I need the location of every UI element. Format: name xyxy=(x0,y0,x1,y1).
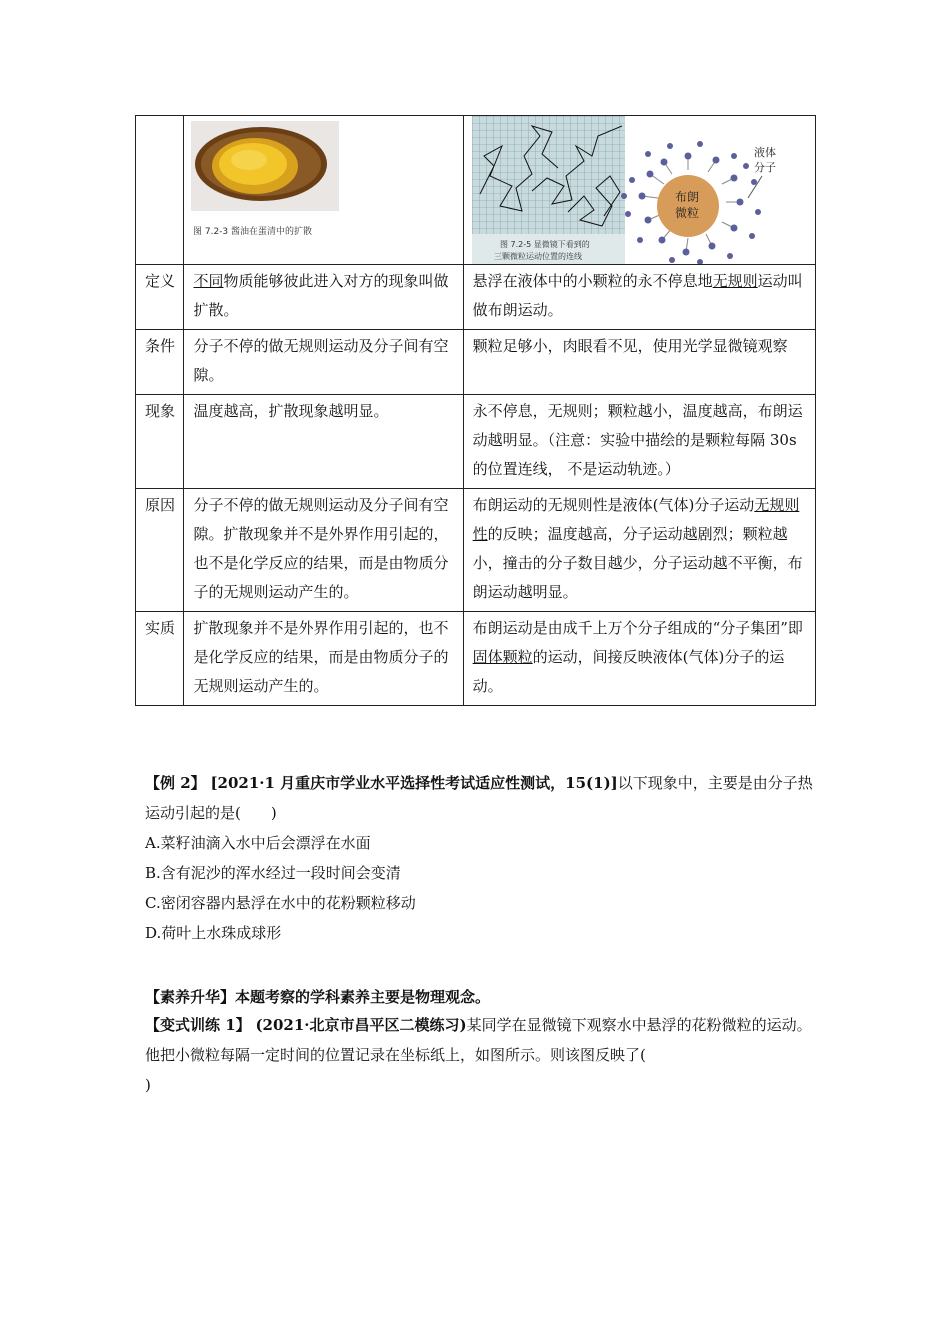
table-row xyxy=(136,330,816,395)
row-header: 实质 xyxy=(136,612,184,706)
microscope-caption-1: 图 7.2-5 显微镜下看到的 xyxy=(499,240,590,249)
cell-text: 无规则性 xyxy=(472,496,800,543)
diffusion-cell xyxy=(184,265,463,330)
brownian-cell xyxy=(463,265,815,330)
diffusion-cell xyxy=(184,330,463,395)
variant-question xyxy=(145,1010,815,1100)
table-row xyxy=(136,489,816,612)
egg-caption: 图 7.2-3 酱油在蛋清中的扩散 xyxy=(193,227,313,237)
brownian-cell xyxy=(463,395,815,489)
brownian-figure-cell xyxy=(463,116,815,265)
brownian-cell xyxy=(463,489,815,612)
option-b: B.含有泥沙的浑水经过一段时间会变清 xyxy=(145,864,401,882)
brownian-cell xyxy=(463,330,815,395)
microscope-caption-2: 三颗微粒运动位置的连线 xyxy=(493,252,582,261)
option-list xyxy=(145,828,815,948)
example-source: [2021·1 月重庆市学业水平选择性考试适应性测试，15(1)] xyxy=(210,774,618,792)
empty-header-cell xyxy=(136,116,184,265)
diffusion-cell xyxy=(184,612,463,706)
row-header: 现象 xyxy=(136,395,184,489)
liquid-label-2: 分子 xyxy=(753,161,776,174)
cell-text: 分子不停的做无规则运动及分子间有空隙。 xyxy=(193,337,449,384)
table-row xyxy=(136,612,816,706)
figure-row xyxy=(136,116,816,265)
example-question-text: 以下现象中，主要是由分子热运动引起的是( ) xyxy=(145,774,813,822)
cell-text: 不同 xyxy=(193,272,224,290)
brownian-cell xyxy=(463,612,815,706)
example-tag: 【例 2】 xyxy=(145,774,206,792)
variant-source: (2021·北京市昌平区二模练习) xyxy=(255,1016,467,1034)
liquid-label-1: 液体 xyxy=(753,146,776,159)
brownian-motion-figure xyxy=(472,116,798,264)
diffusion-cell xyxy=(184,489,463,612)
variant-tag: 【变式训练 1】 xyxy=(145,1016,251,1034)
variant-tail: ) xyxy=(145,1076,151,1094)
cell-text: 永不停息，无规则；颗粒越小，温度越高，布朗运动越明显。（注意：实验中描绘的是颗粒每隔 30s 的位置连线， 不是运动轨迹。） xyxy=(472,402,803,478)
cell-text: 布朗运动是由成千上万个分子组成的“分子集团”即 xyxy=(472,619,803,637)
cell-text: 固体颗粒 xyxy=(472,648,533,666)
row-header: 条件 xyxy=(136,330,184,395)
row-header: 定义 xyxy=(136,265,184,330)
cell-text: 温度越高，扩散现象越明显。 xyxy=(193,402,389,420)
option-d: D.荷叶上水珠成球形 xyxy=(145,924,282,942)
particle-label-2: 微粒 xyxy=(674,206,699,220)
cell-text: 悬浮在液体中的小颗粒的永不停息地 xyxy=(472,272,713,290)
diffusion-cell xyxy=(184,395,463,489)
cell-text: 运动叫做布朗运动。 xyxy=(472,272,803,319)
cell-text: 分子不停的做无规则运动及分子间有空隙。扩散现象并不是外界作用引起的，也不是化学反应的结果，而是由物质分子的无规则运动产生的。 xyxy=(193,496,449,601)
table-row xyxy=(136,265,816,330)
comparison-table xyxy=(135,115,816,706)
cell-text: 无规则 xyxy=(712,272,758,290)
example-question xyxy=(145,768,815,828)
option-a: A.菜籽油滴入水中后会漂浮在水面 xyxy=(145,834,371,852)
cell-text: 的反映；温度越高，分子运动越剧烈；颗粒越小，撞击的分子数目越少，分子运动越不平衡，布朗运动越明显。 xyxy=(472,525,803,601)
cell-text: 物质能够彼此进入对方的现象叫做扩散。 xyxy=(193,272,449,319)
table-row xyxy=(136,395,816,489)
cell-text: 颗粒足够小，肉眼看不见，使用光学显微镜观察 xyxy=(472,337,788,355)
literacy-note: 【素养升华】本题考察的学科素养主要是物理观念。 xyxy=(145,988,491,1006)
cell-text: 扩散现象并不是外界作用引起的，也不是化学反应的结果，而是由物质分子的无规则运动产生的。 xyxy=(193,619,449,695)
cell-text: 布朗运动的无规则性是液体(气体)分子运动 xyxy=(472,496,755,514)
option-c: C.密闭容器内悬浮在水中的花粉颗粒移动 xyxy=(145,894,416,912)
variant-text: 某同学在显微镜下观察水中悬浮的花粉微粒的运动。他把小微粒每隔一定时间的位置记录在坐标纸上，如图所示。则该图反映了( xyxy=(145,1016,812,1064)
row-header: 原因 xyxy=(136,489,184,612)
egg-diffusion-figure xyxy=(189,118,359,248)
egg-figure-cell xyxy=(184,116,463,265)
cell-text: 的运动，间接反映液体(气体)分子的运动。 xyxy=(472,648,785,695)
particle-label-1: 布朗 xyxy=(674,190,699,204)
